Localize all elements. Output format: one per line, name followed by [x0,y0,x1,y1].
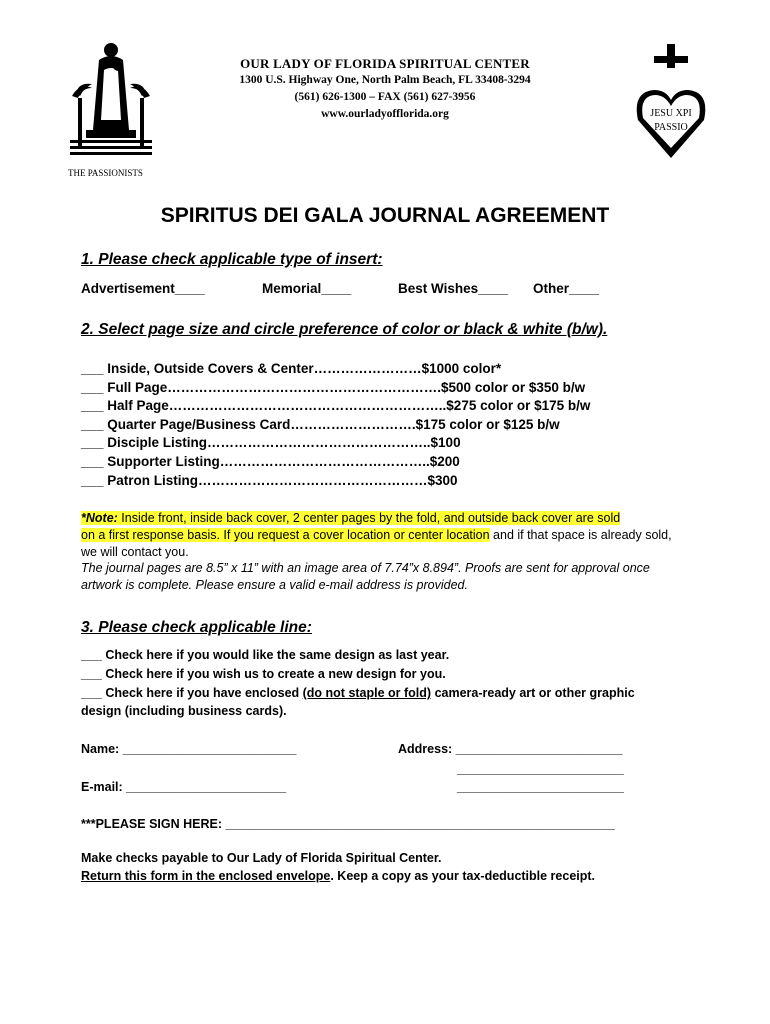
size-option-full-page[interactable]: ___ Full Page…………………………………………………….$500 color or $350 b/w [81,380,586,395]
note-highlight-2: on a first response basis. If you request a cover location or center location [81,528,490,542]
return-form-underline: Return this form in the enclosed envelope [81,869,331,883]
section-3-heading: 3. Please check applicable line: [81,619,312,636]
checks-payable-note: Make checks payable to Our Lady of Florida Spiritual Center. [81,851,442,865]
size-option-supporter[interactable]: ___ Supporter Listing………………………………………..$200 [81,454,460,469]
org-address: 1300 U.S. Highway One, North Palm Beach, FL 33408-3294 [239,74,531,86]
seal-text-line1: JESU XPI [650,108,692,119]
option-memorial[interactable]: Memorial____ [262,281,352,296]
return-form-rest: . Keep a copy as your tax-deductible receipt. [330,869,596,883]
option-advertisement[interactable]: Advertisement____ [81,281,205,296]
size-option-covers[interactable]: ___ Inside, Outside Covers & Center……………………$1000 color* [81,361,502,376]
section-1-heading: 1. Please check applicable type of insert: [81,251,383,268]
line-enclosed-art-underline: (do not staple or fold) [302,686,432,700]
org-phone-fax: (561) 626-1300 – FAX (561) 627-3956 [294,91,476,103]
org-name: OUR LADY OF FLORIDA SPIRITUAL CENTER [240,56,530,71]
option-best-wishes[interactable]: Best Wishes____ [398,281,509,296]
return-form-note [81,869,595,883]
org-website: www.ourladyofflorida.org [321,108,449,120]
passionists-caption: THE PASSIONISTS [68,168,143,178]
address-field-line3[interactable]: ________________________ [457,780,624,794]
name-field[interactable]: Name: _________________________ [81,742,297,756]
note-highlight-1: Inside front, inside back cover, 2 center pages by the fold, and outside back cover are sold [117,511,621,525]
section-2-heading: 2. Select page size and circle preference of color or black & white (b/w). [81,321,608,338]
line-enclosed-art-post: camera-ready art or other graphic [431,686,635,700]
size-option-disciple[interactable]: ___ Disciple Listing…………………………………………..$100 [81,435,461,450]
line-enclosed-art[interactable] [81,686,635,700]
signature-field[interactable]: ***PLEASE SIGN HERE: ________________________________________________________ [81,817,615,831]
seal-text-line2: PASSIO [654,122,688,133]
passionist-seal-icon [634,40,708,158]
email-field[interactable]: E-mail: _______________________ [81,780,287,794]
line-new-design[interactable]: ___ Check here if you wish us to create a new design for you. [81,667,446,681]
option-other[interactable]: Other____ [533,281,600,296]
page-title: SPIRITUS DEI GALA JOURNAL AGREEMENT [160,204,610,227]
journal-specs-note: The journal pages are 8.5” x 11” with an image area of 7.74”x 8.894”. Proofs are sent for approval once artwork is complete. Please ensure a valid e-mail address is provided. [81,561,650,592]
address-field-line2[interactable]: ________________________ [457,762,624,776]
size-option-patron[interactable]: ___ Patron Listing……………………………………………$300 [81,473,458,488]
line-enclosed-art-cont: design (including business cards). [81,704,287,718]
line-same-design[interactable]: ___ Check here if you would like the same design as last year. [81,648,450,662]
size-option-quarter-page[interactable]: ___ Quarter Page/Business Card……………………….$175 color or $125 b/w [81,417,560,432]
note-rest: and if that space is already sold, we will contact you. [81,528,672,559]
line-enclosed-art-pre: ___ Check here if you have enclosed [81,686,303,700]
size-option-half-page[interactable]: ___ Half Page……………………………………………………..$275 color or $175 b/w [81,398,591,413]
note-label: *Note: [81,511,118,525]
address-field[interactable]: Address: ________________________ [398,742,623,756]
note-paragraph [81,510,691,561]
